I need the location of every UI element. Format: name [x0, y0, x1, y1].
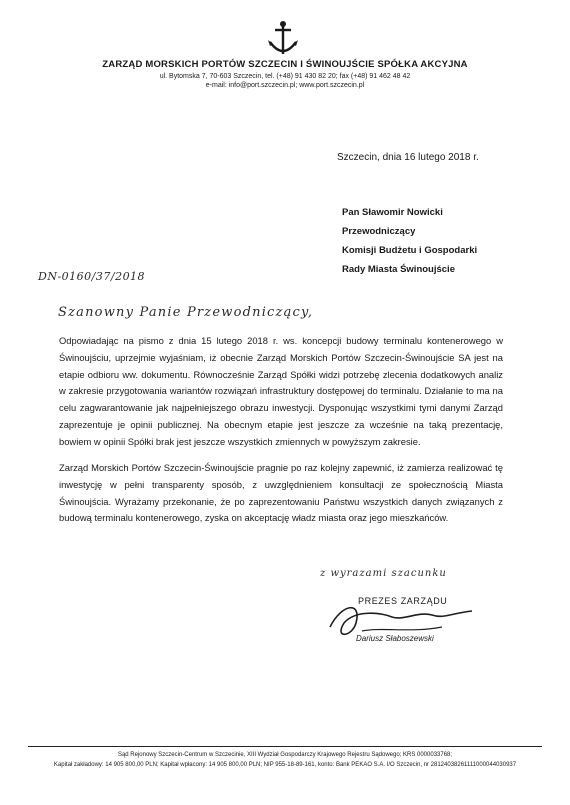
body-paragraph-1: Odpowiadając na pismo z dnia 15 lutego 2018 r. ws. koncepcji budowy terminalu kontenerowego w Świnoujściu, uprzejmie wyjaśniam, iż obecnie Zarząd Morskich Portów Szczecin-Świnoujście SA jest na etapie odbioru ww. dokumentu. Równocześnie Zarząd Spółki widzi potrzebę zlecenia dodatkowych analiz w zakresie przygotowania wariantów rozwiązań infrastruktury dostępowej do terminalu. Działanie to ma na celu zagwarantowanie jak najpełniejszego obrazu inwestycji. Dysponując wszystkimi tymi danymi Zarząd zaprezentuje je opinii publicznej. Na obecnym etapie jest jeszcze za wcześnie na taką prezentację, bowiem w opinii Spółki brak jest jeszcze wszystkich zmiennych w powyższym zakresie. — [59, 335, 503, 447]
recipient-title: Przewodniczący — [342, 226, 416, 237]
letter-date: Szczecin, dnia 16 lutego 2018 r. — [337, 152, 479, 163]
recipient-council: Rady Miasta Świnoujście — [342, 264, 455, 275]
signature-name: Dariusz Słaboszewski — [356, 634, 434, 643]
handwritten-closing: z wyrazami szacunku — [320, 568, 447, 579]
company-contact: e-mail: info@port.szczecin.pl; www.port.szczecin.pl — [205, 82, 365, 89]
body-paragraph-2: Zarząd Morskich Portów Szczecin-Świnoujście pragnie po raz kolejny zapewnić, iż zamierza realizować tę inwestycję w pełni transparenty sposób, z uwzględnieniem konsultacji ze społecznością Miasta Świnoujścia. Wyrażamy przekonanie, że po zaprezentowaniu Państwu wszystkich danych związanych z budową terminalu kontenerowego, zyska on akceptację władz miasta oraz jego mieszkańców. — [59, 462, 503, 524]
handwritten-salutation: Szanowny Panie Przewodniczący, — [58, 305, 314, 320]
company-name: ZARZĄD MORSKICH PORTÓW SZCZECIN I ŚWINOUJŚCIE SPÓŁKA AKCYJNA — [102, 59, 468, 70]
recipient-name: Pan Sławomir Nowicki — [342, 207, 443, 218]
company-address: ul. Bytomska 7, 70-603 Szczecin, tel. (+48) 91 430 82 20; fax (+48) 91 462 48 42 — [159, 73, 411, 80]
footer-capital: Kapitał zakładowy: 14 905 800,00 PLN; Kapitał wpłacony: 14 905 800,00 PLN; NIP 955-18-89-161, konto: Bank PEKAO S.A. I/O Szczecin, nr 28124038261111000044030937 — [53, 762, 517, 768]
footer-registry: Sąd Rejonowy Szczecin-Centrum w Szczecinie, XIII Wydział Gospodarczy Krajowego Rejestru Sądowego; KRS 0000033768; — [117, 752, 453, 758]
handwritten-reference: DN-0160/37/2018 — [38, 270, 146, 283]
signature-title: PREZES ZARZĄDU — [358, 596, 448, 606]
recipient-committee: Komisji Budżetu i Gospodarki — [342, 245, 478, 256]
footer-divider — [28, 746, 542, 747]
anchor-logo-icon — [266, 20, 300, 58]
